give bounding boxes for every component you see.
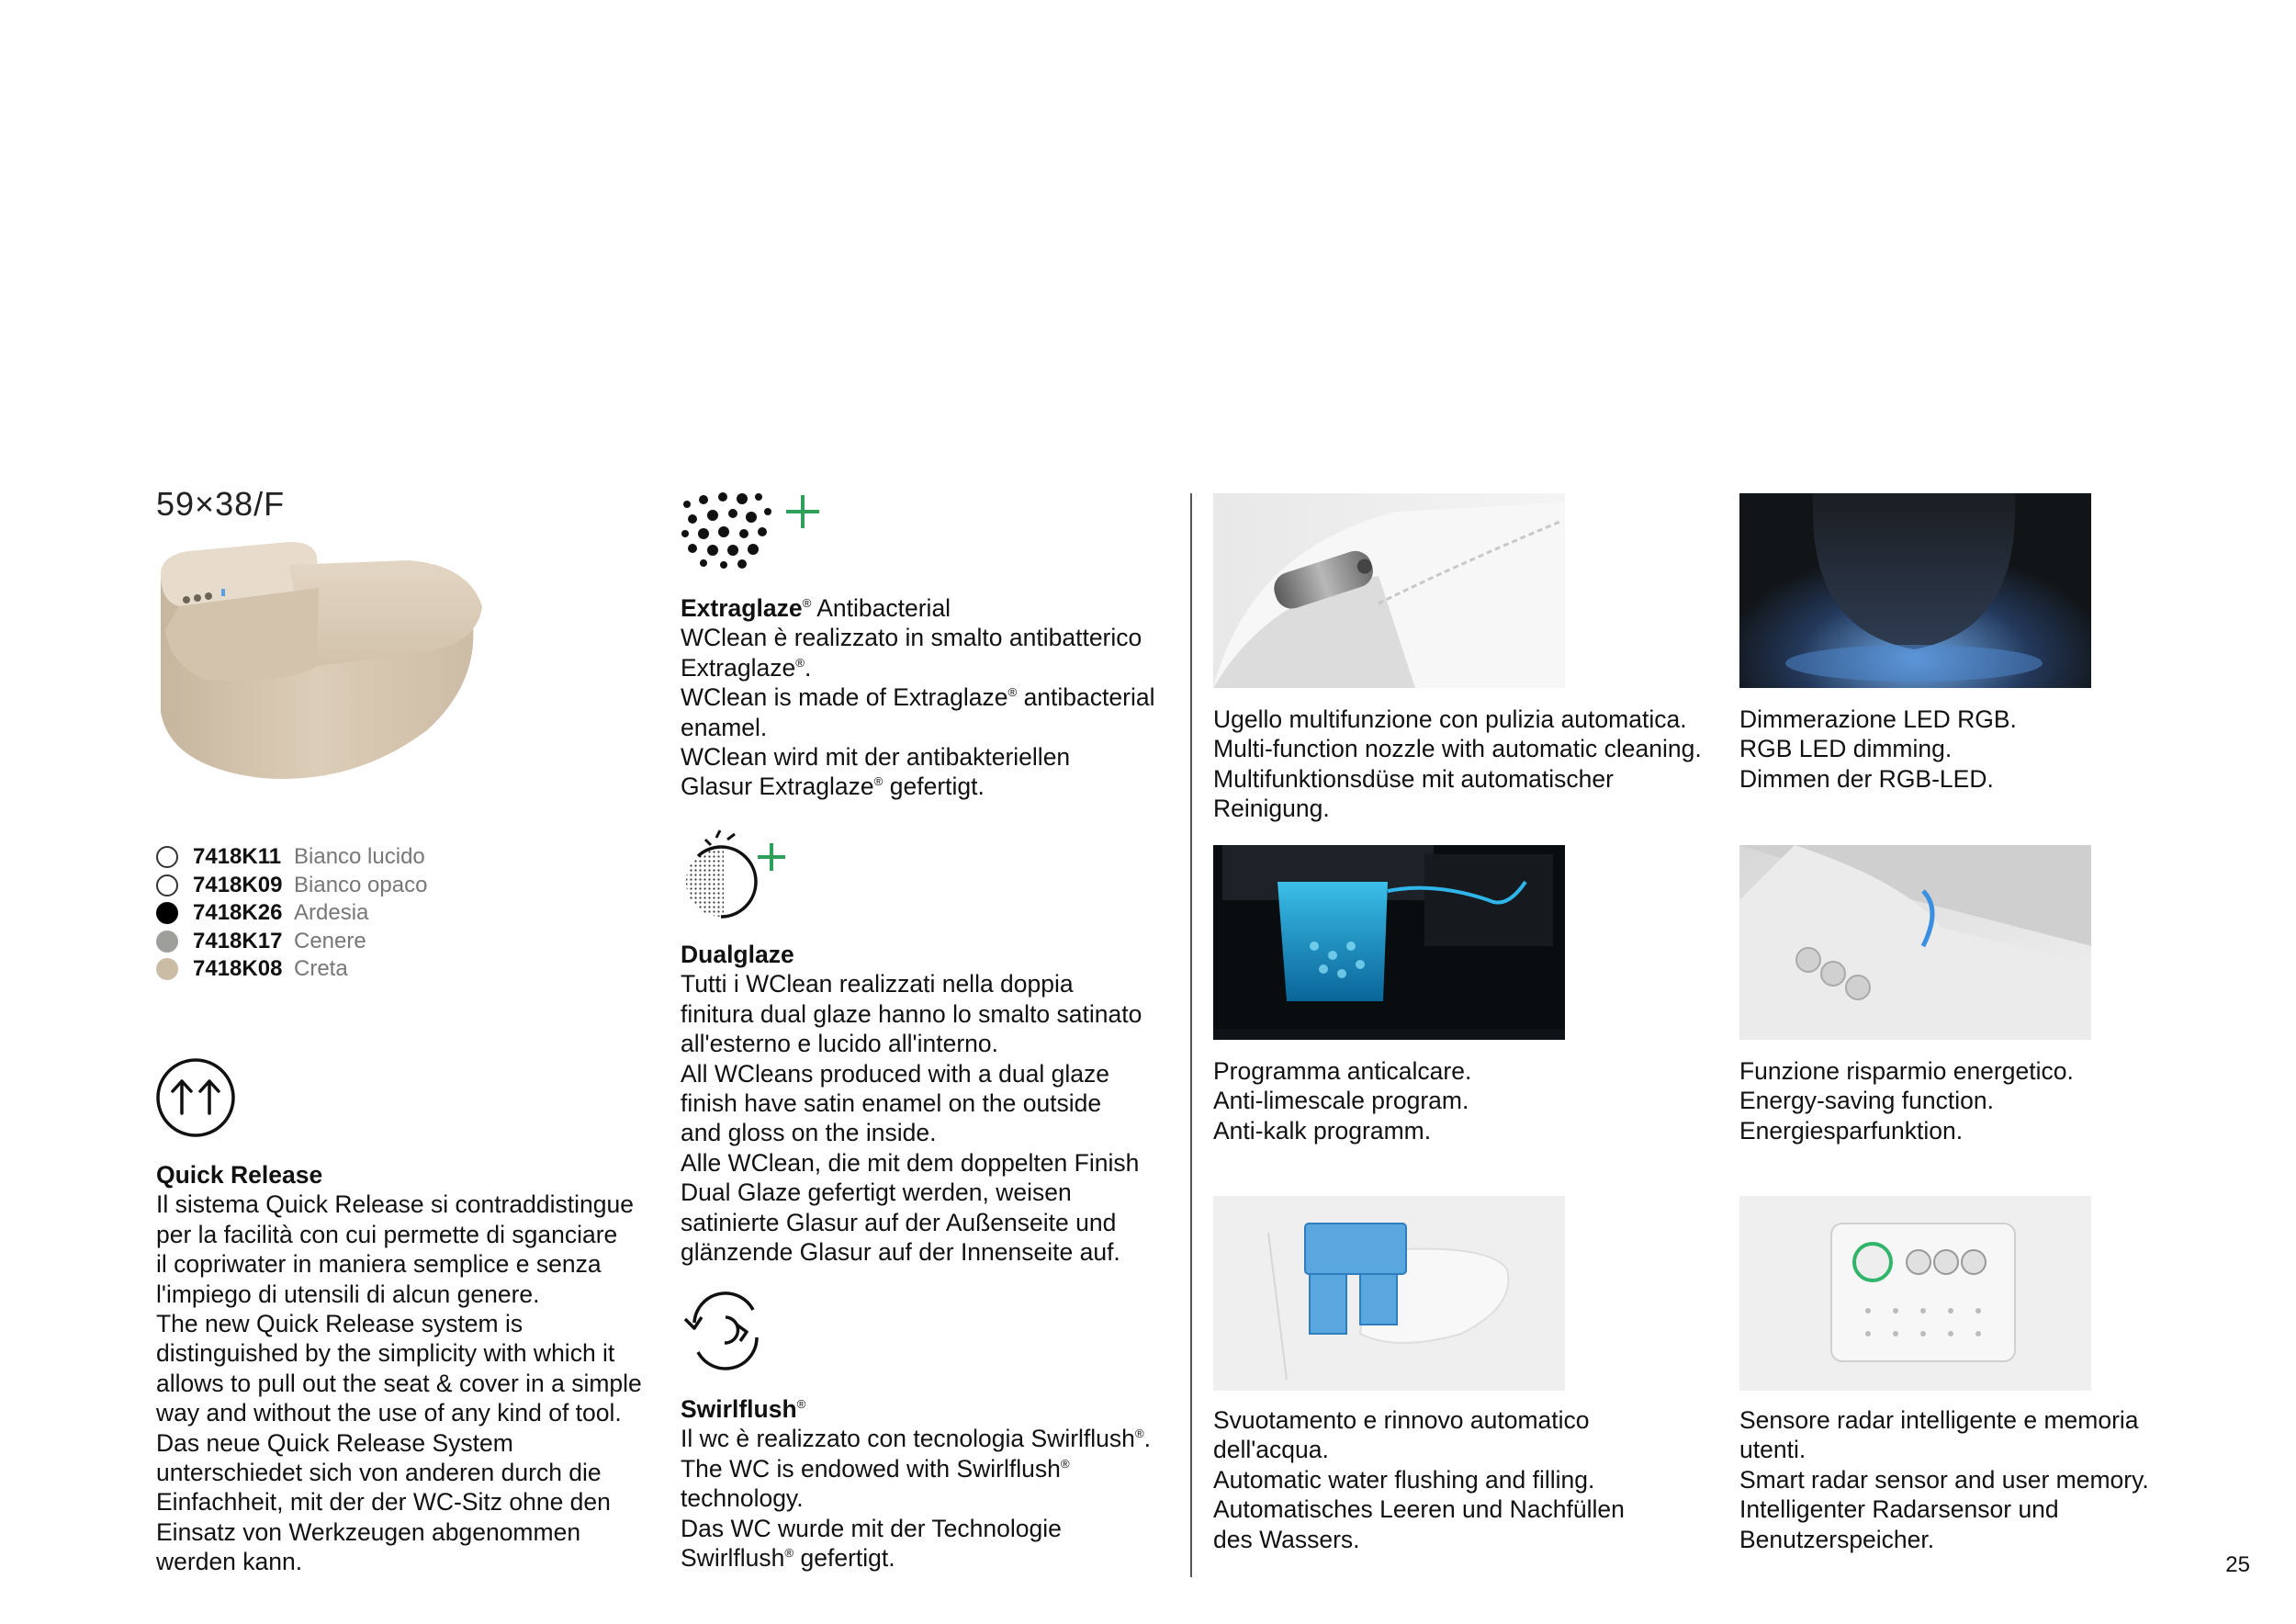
text-line: All WCleans produced with a dual glaze	[681, 1059, 1109, 1088]
text-line	[681, 653, 1176, 682]
text-line: technology.	[681, 1484, 804, 1513]
text-line: finish have satin enamel on the outside	[681, 1089, 1102, 1118]
text-line: Reinigung.	[1213, 795, 1330, 823]
text-fragment: gefertigt.	[793, 1544, 895, 1573]
color-list	[156, 843, 427, 984]
text-fragment: Extraglaze	[681, 653, 796, 682]
color-row	[156, 843, 427, 872]
feature-caption	[1739, 705, 2272, 794]
color-row	[156, 955, 427, 984]
text-line: Smart radar sensor and user memory.	[1739, 1465, 2149, 1494]
text-fragment: Glasur Extraglaze	[681, 773, 874, 801]
feature-caption	[1213, 1405, 1746, 1554]
text-line: Energiesparfunktion.	[1739, 1116, 1964, 1145]
text-line: Dimmerazione LED RGB.	[1739, 705, 2017, 733]
dualglaze-icon	[680, 827, 790, 932]
color-name: Creta	[294, 956, 348, 981]
text-line: Das neue Quick Release System	[156, 1428, 513, 1457]
text-line: WClean wird mit der antibakteriellen	[681, 743, 1071, 772]
text-line: Alle WClean, die mit dem doppelten Finish	[681, 1148, 1140, 1177]
color-swatch	[156, 874, 178, 897]
text-line: way and without the use of any kind of tool.	[156, 1399, 622, 1427]
text-line: Intelligenter Radarsensor und	[1739, 1495, 2059, 1524]
feature-caption	[1213, 1056, 1746, 1145]
text-line: Tutti i WClean realizzati nella doppia	[681, 970, 1074, 998]
text-line: il copriwater in maniera semplice e senza	[156, 1250, 602, 1279]
text-line: Anti-kalk programm.	[1213, 1116, 1432, 1145]
text-line: WClean è realizzato in smalto antibatterico	[681, 624, 1142, 652]
swirlflush-heading	[681, 1394, 1195, 1424]
text-line: Anti-limescale program.	[1213, 1087, 1469, 1115]
quick-release-icon	[154, 1056, 237, 1144]
nozzle-photo	[1213, 493, 1565, 688]
product-image	[152, 537, 491, 790]
color-row	[156, 899, 427, 928]
text-line: Dual Glaze gefertigt werden, weisen	[681, 1179, 1072, 1207]
color-name: Bianco opaco	[294, 872, 428, 897]
text-fragment: antibacterial	[1017, 683, 1155, 712]
color-swatch	[156, 930, 178, 953]
text-line: Ugello multifunzione con pulizia automatica.	[1213, 705, 1687, 733]
text-line: satinierte Glasur auf der Außenseite und	[681, 1208, 1117, 1236]
dualglaze-title: Dualglaze	[681, 941, 794, 968]
text-line	[681, 1454, 1195, 1483]
color-name: Ardesia	[294, 900, 369, 925]
text-line: des Wassers.	[1213, 1525, 1360, 1553]
text-line: enamel.	[681, 713, 768, 741]
registered-mark: ®	[1134, 1427, 1144, 1441]
column-divider	[1190, 493, 1192, 1577]
text-line: finitura dual glaze hanno lo smalto satinato	[681, 999, 1142, 1028]
text-line: RGB LED dimming.	[1739, 735, 1953, 763]
water-flush-photo	[1213, 1196, 1565, 1391]
text-line	[681, 1543, 1195, 1573]
text-line: glänzende Glasur auf der Innenseite auf.	[681, 1238, 1120, 1267]
text-line: Das WC wurde mit der Technologie	[681, 1514, 1062, 1542]
text-line	[681, 682, 1176, 712]
text-line: unterschiedet sich von anderen durch die	[156, 1459, 602, 1487]
text-line: Il sistema Quick Release si contraddistingue	[156, 1190, 634, 1219]
text-fragment: WClean is made of Extraglaze	[681, 683, 1008, 712]
registered-mark: ®	[802, 596, 812, 611]
text-line	[681, 1424, 1195, 1453]
anti-limescale-photo	[1213, 845, 1565, 1040]
text-line: Automatisches Leeren und Nachfüllen	[1213, 1495, 1625, 1524]
quick-release-text	[156, 1160, 652, 1577]
text-line: utenti.	[1739, 1436, 1806, 1464]
registered-mark: ®	[796, 1397, 806, 1412]
extraglaze-heading	[681, 593, 1176, 623]
text-line: Benutzerspeicher.	[1739, 1525, 1935, 1553]
text-line: werden kann.	[156, 1548, 303, 1576]
text-fragment: .	[1143, 1425, 1152, 1453]
color-swatch	[156, 958, 178, 980]
text-line: allows to pull out the seat & cover in a simple	[156, 1369, 642, 1397]
text-line: Automatic water flushing and filling.	[1213, 1465, 1595, 1494]
text-line	[681, 772, 1176, 801]
color-code: 7418K08	[193, 956, 283, 981]
swirlflush-icon	[680, 1288, 771, 1380]
registered-mark: ®	[1007, 685, 1018, 700]
dualglaze-text	[681, 940, 1195, 1267]
text-line: Dimmen der RGB-LED.	[1739, 764, 1994, 793]
extraglaze-title: Extraglaze	[681, 594, 803, 622]
color-code: 7418K26	[193, 900, 283, 925]
quick-release-title: Quick Release	[156, 1161, 323, 1189]
swirlflush-text	[681, 1394, 1195, 1573]
text-fragment: The WC is endowed with Swirlflush	[681, 1454, 1061, 1483]
registered-mark: ®	[795, 655, 805, 670]
energy-saving-photo	[1739, 845, 2091, 1040]
registered-mark: ®	[1060, 1456, 1070, 1471]
text-line: Sensore radar intelligente e memoria	[1739, 1406, 2139, 1434]
color-row	[156, 928, 427, 956]
extraglaze-suffix: Antibacterial	[811, 594, 951, 622]
feature-caption	[1739, 1405, 2272, 1554]
color-name: Cenere	[294, 928, 366, 953]
color-code: 7418K09	[193, 872, 283, 897]
text-line: Einsatz von Werkzeugen abgenommen	[156, 1517, 581, 1546]
color-swatch	[156, 902, 178, 924]
text-line: l'impiego di utensili di alcun genere.	[156, 1280, 540, 1308]
text-line: Funzione risparmio energetico.	[1739, 1057, 2074, 1085]
text-line: per la facilità con cui permette di sganciare	[156, 1220, 618, 1248]
text-line: Multi-function nozzle with automatic cleaning.	[1213, 735, 1702, 763]
color-swatch	[156, 846, 178, 868]
text-line: The new Quick Release system is	[156, 1310, 523, 1338]
color-name: Bianco lucido	[294, 844, 425, 869]
extraglaze-icon	[680, 491, 845, 579]
text-fragment: Il wc è realizzato con tecnologia Swirlflush	[681, 1425, 1135, 1453]
feature-caption	[1739, 1056, 2272, 1145]
swirlflush-title: Swirlflush	[681, 1395, 797, 1423]
color-row	[156, 872, 427, 900]
registered-mark: ®	[784, 1546, 794, 1561]
text-line: Energy-saving function.	[1739, 1087, 1994, 1115]
text-line: Programma anticalcare.	[1213, 1057, 1472, 1085]
text-fragment: .	[804, 653, 812, 682]
registered-mark: ®	[873, 774, 884, 789]
text-line: Svuotamento e rinnovo automatico	[1213, 1406, 1590, 1434]
text-line: all'esterno e lucido all'interno.	[681, 1030, 998, 1058]
text-line: Einfachheit, mit der der WC-Sitz ohne den	[156, 1488, 611, 1517]
color-code: 7418K17	[193, 928, 283, 953]
text-fragment: Swirlflush	[681, 1544, 785, 1573]
text-line: Multifunktionsdüse mit automatischer	[1213, 764, 1614, 793]
led-photo	[1739, 493, 2091, 688]
radar-sensor-photo	[1739, 1196, 2091, 1391]
extraglaze-text	[681, 593, 1176, 802]
color-code: 7418K11	[193, 844, 282, 869]
text-fragment: gefertigt.	[883, 773, 985, 801]
text-line: distinguished by the simplicity with which it	[156, 1339, 615, 1368]
model-title: 59×38/F	[156, 485, 286, 523]
page-number: 25	[2225, 1552, 2250, 1577]
feature-caption	[1213, 705, 1746, 824]
text-line: and gloss on the inside.	[681, 1119, 937, 1147]
text-line: dell'acqua.	[1213, 1436, 1329, 1464]
